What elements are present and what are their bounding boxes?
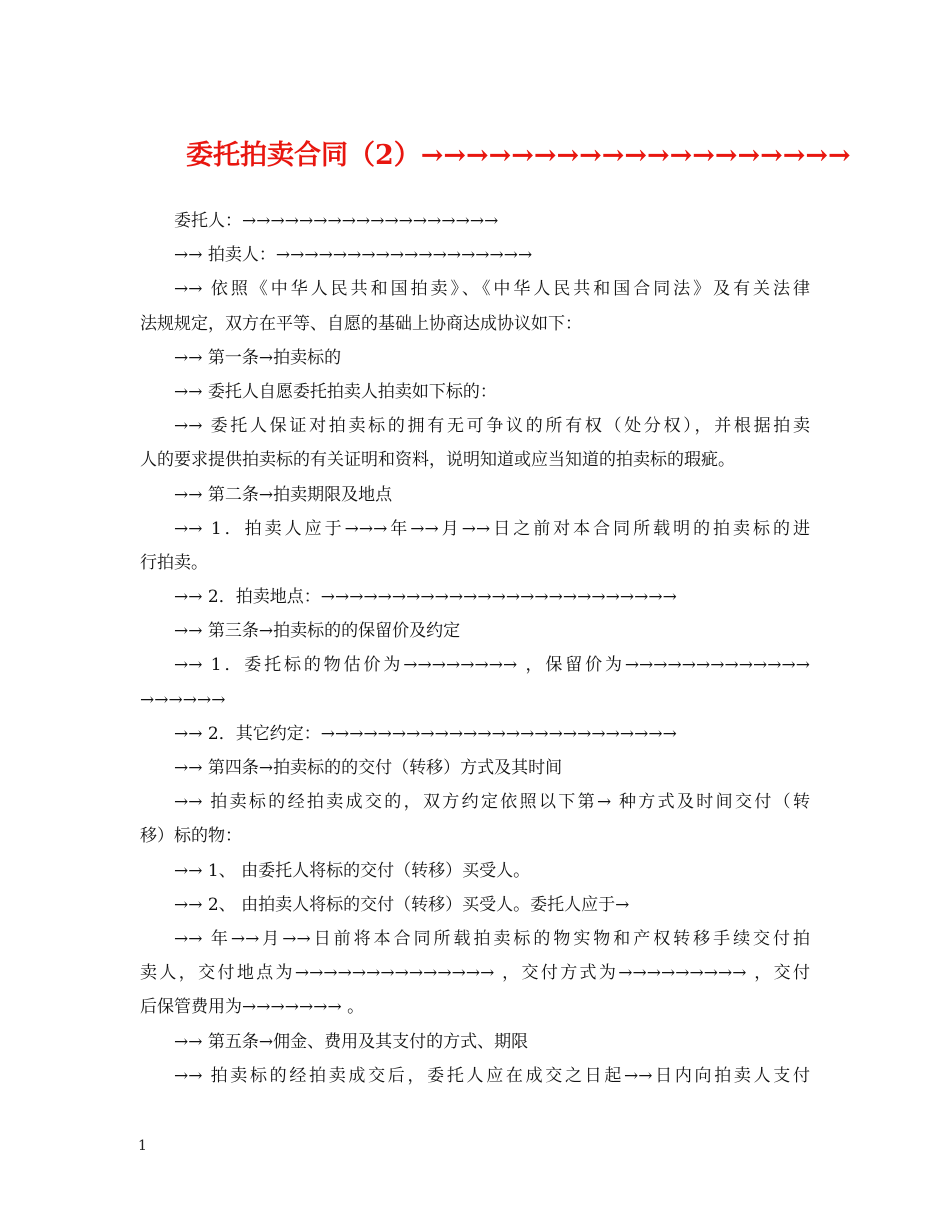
body-line: 人的要求提供拍卖标的有关证明和资料，说明知道或应当知道的拍卖标的瑕疵。 — [140, 450, 735, 471]
body-line: →→ 1．委托标的物估价为→→→→→→→→ ，保留价为→→→→→→→→→→→→→ — [174, 655, 810, 676]
body-line: →→ 2．其它约定：→→→→→→→→→→→→→→→→→→→→→→→→→ — [174, 723, 677, 744]
body-line: →→ 1．拍卖人应于→→→年→→月→→日之前对本合同所载明的拍卖标的进 — [174, 518, 810, 539]
body-line: →→ 第一条→拍卖标的 — [174, 347, 342, 368]
body-line: →→ 委托人保证对拍卖标的拥有无可争议的所有权（处分权），并根据拍卖 — [174, 416, 810, 437]
body-line: 委托人：→→→→→→→→→→→→→→→→→→ — [174, 211, 499, 231]
page-number: 1 — [138, 1138, 147, 1154]
body-line: →→ 第二条→拍卖期限及地点 — [174, 484, 393, 505]
document-body — [140, 204, 810, 1093]
body-line: 法规规定，双方在平等、自愿的基础上协商达成协议如下： — [140, 313, 582, 334]
body-line: →→ 年→→月→→日前将本合同所载拍卖标的物实物和产权转移手续交付拍 — [174, 928, 810, 949]
body-line: →→ 2．拍卖地点：→→→→→→→→→→→→→→→→→→→→→→→→→ — [174, 587, 677, 608]
body-line: →→ 拍卖人：→→→→→→→→→→→→→→→→→→ — [174, 245, 533, 266]
body-line: →→→→→→ — [140, 689, 226, 710]
body-line: →→ 拍卖标的经拍卖成交的，双方约定依照以下第→ 种方式及时间交付（转 — [174, 792, 810, 813]
body-line: →→ 第五条→佣金、费用及其支付的方式、期限 — [174, 1031, 529, 1052]
body-line: 后保管费用为→→→→→→→ 。 — [140, 997, 365, 1018]
body-line: 行拍卖。 — [140, 552, 208, 573]
body-line: 卖人，交付地点为→→→→→→→→→→→→→→ ，交付方式为→→→→→→→→→ ，交付 — [140, 963, 810, 984]
body-line: →→ 拍卖标的经拍卖成交后，委托人应在成交之日起→→日内向拍卖人支付 — [174, 1065, 810, 1086]
body-line: →→ 第三条→拍卖标的的保留价及约定 — [174, 621, 461, 642]
body-line: →→ 委托人自愿委托拍卖人拍卖如下标的： — [174, 381, 497, 402]
body-line: 移）标的物： — [140, 826, 242, 847]
document-title: 委托拍卖合同（2）→→→→→→→→→→→→→→→→→→→ — [186, 140, 851, 171]
body-line: →→ 依照《中华人民共和国拍卖》、《中华人民共和国合同法》及有关法律 — [174, 279, 810, 300]
body-line: →→ 第四条→拍卖标的的交付（转移）方式及其时间 — [174, 758, 563, 778]
body-line: →→ 1、 由委托人将标的交付（转移）买受人。 — [174, 860, 531, 881]
body-line: →→ 2、 由拍卖人将标的交付（转移）买受人。委托人应于→ — [174, 894, 630, 915]
